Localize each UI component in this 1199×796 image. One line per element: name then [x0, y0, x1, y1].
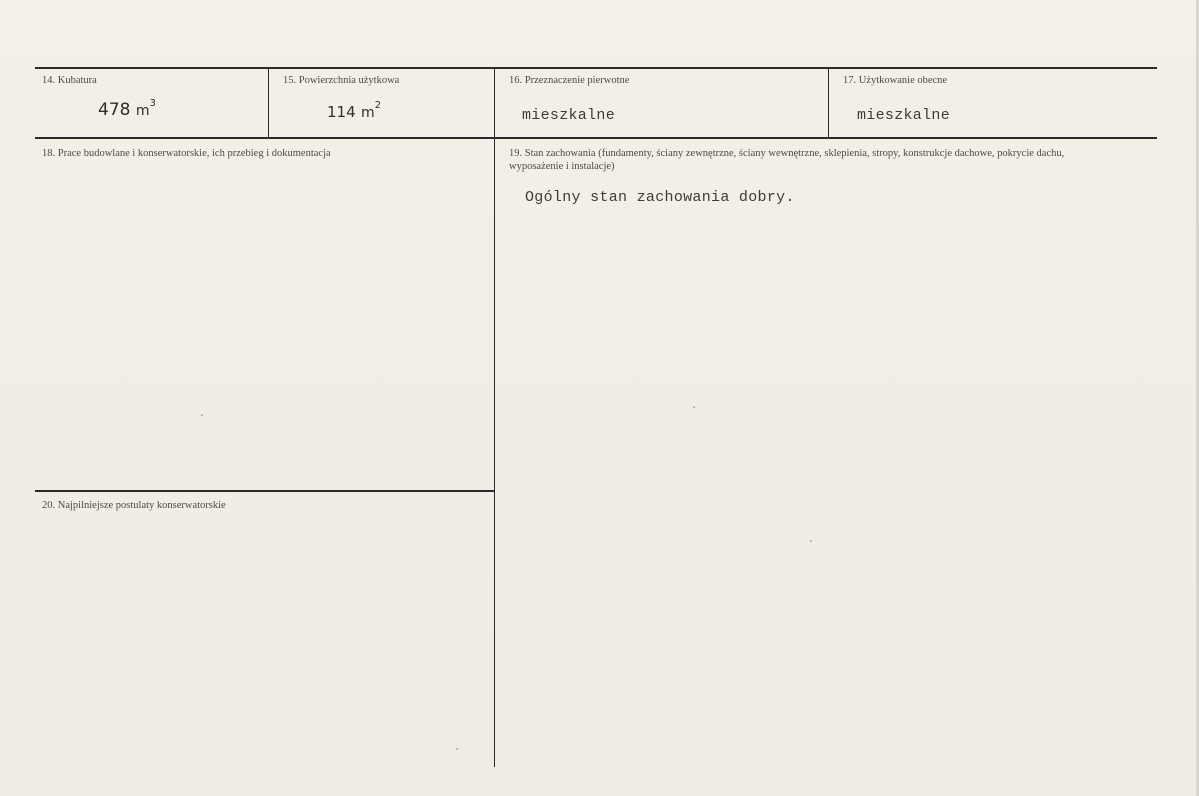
stan-value: Ogólny stan zachowania dobry.: [525, 189, 795, 206]
row1-divider-1: [268, 68, 269, 138]
row1-bottom-rule: [35, 137, 1157, 139]
kubatura-value: [98, 100, 156, 120]
powierzchnia-number: 114: [327, 103, 356, 121]
prace-label: 18. Prace budowlane i konserwatorskie, ich przebieg i dokumentacja: [42, 148, 331, 159]
uzytkowanie-value: mieszkalne: [857, 107, 951, 124]
uzytkowanie-label: 17. Użytkowanie obecne: [843, 75, 948, 86]
top-rule: [35, 67, 1157, 69]
powierzchnia-label: 15. Powierzchnia użytkowa: [283, 75, 400, 86]
section18-bottom-rule: [35, 490, 494, 492]
paper-speck: [810, 540, 812, 542]
powierzchnia-value: [327, 102, 381, 122]
powierzchnia-unit: m: [361, 105, 375, 121]
paper-speck: [456, 748, 458, 750]
postulaty-label: 20. Najpilniejsze postulaty konserwatorskie: [42, 500, 226, 511]
przeznaczenie-value: mieszkalne: [522, 107, 616, 124]
row1-divider-3: [828, 68, 829, 138]
kubatura-exponent: 3: [149, 98, 156, 109]
stan-label: 19. Stan zachowania (fundamenty, ściany zewnętrzne, ściany wewnętrzne, sklepienia, stropy, konstrukcje dachowe, pokrycie dachu, wyposażenie i instalacje): [509, 148, 1065, 172]
kubatura-label: 14. Kubatura: [42, 75, 97, 86]
kubatura-number: 478: [98, 100, 131, 120]
przeznaczenie-label: 16. Przeznaczenie pierwotne: [509, 75, 630, 86]
powierzchnia-exponent: 2: [374, 100, 382, 111]
paper-speck: [693, 406, 695, 408]
main-divider: [494, 68, 495, 767]
kubatura-unit: m: [135, 103, 150, 119]
paper-speck: [201, 414, 203, 416]
